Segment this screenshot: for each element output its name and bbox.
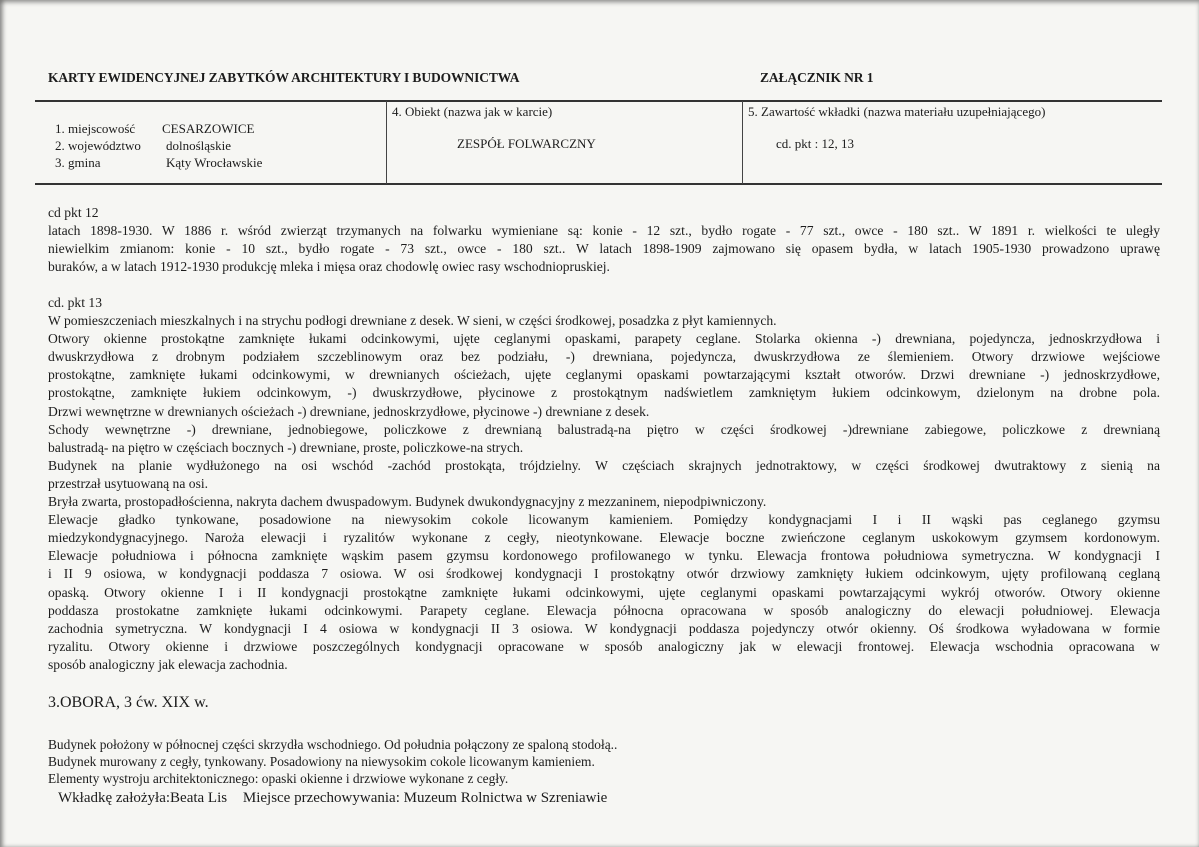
text-line: zachodnia symetryczna. W kondygnacji I 4 osiowa w kondygnacji II 3 osiowa. W kondygnacji poddasza pojedynczy otwór okienny. Oś środkowa wyładowana w formie [48, 620, 1160, 636]
text-line: Elewacje południowa i północna zamknięte wąskim pasem gzymsu kordonowego profilowanego w tynku. Elewacja frontowa południowa symetryczna. W kondygnacji I [48, 548, 1160, 564]
text-line: miedzykondygnacyjnego. Naroża elewacji i ryzalitów wykonane z cegły, nieotynkowane. Elewacje boczne zwieńczone ceglanym uskokowym gzymsem kordonowym. [48, 530, 1160, 546]
section-12 [48, 204, 1160, 276]
text-line: prostokątne, zamknięte łukiem odcinkowym, -) dwuskrzydłowe, płycinowe z prostokątnym nadświetlem zamkniętym łukiem odcinkowym, dzielonym na drobne pola. [48, 385, 1160, 401]
column-divider [386, 101, 387, 184]
section-heading: cd. pkt 13 [48, 295, 102, 310]
text-line: Bryła zwarta, prostopadłościenna, nakryta dachem dwuspadowym. Budynek dwukondygnacyjny z mezzaninem, niepodpiwniczony. [48, 494, 767, 510]
section-heading: cd pkt 12 [48, 205, 99, 220]
field-label: 1. miejscowość [55, 121, 136, 136]
text-line: ryzalitu. Otwory okienne i drzwiowe poszczególnych kondygnacji opracowane w sposób analogiczny jak w elewacji frontowej. Elewacja wschodnia opracowana w [48, 638, 1160, 654]
text-line: Budynek murowany z cegły, tynkowany. Posadowiony na niewysokim cokole licowanym kamieniem. [48, 754, 595, 769]
text-line: Budynek na planie wydłużonego na osi wschód -zachód prostokąta, trójdzielny. W częściach skrajnych jednotraktowy, w części środkowej dwutraktowy z sienią na [48, 457, 1160, 473]
voivodeship-value: dolnośląskie [166, 138, 231, 153]
text-line: Schody wewnętrzne -) drewniane, jednobiegowe, policzkowe z drewnianą balustradą-na piętro w części środkowej -)drewniane zabiegowe, policzkowe z drewnianą [48, 421, 1160, 437]
document-title: KARTY EWIDENCYJNEJ ZABYTKÓW ARCHITEKTURY I BUDOWNICTWA [48, 70, 520, 85]
locality-value: CESARZOWICE [162, 121, 255, 136]
text-line: prostokątne, zamknięte łukami odcinkowymi, w drewnianych ościeżach, ujęte ceglanymi opaskami powtarzającymi kształt otworów. Drzwi drewniane -) jednoskrzydłowe, [48, 367, 1160, 383]
object-label: 4. Obiekt (nazwa jak w karcie) [392, 104, 553, 119]
text-line: opaską. Otwory okienne I i II kondygnacji prostokątne zamknięte łukami odcinkowymi, ujęte ceglanymi opaskami powtarzającymi wykrój otworów. Otwory okienne [48, 584, 1160, 600]
text-line: i II 9 osiowa, w kondygnacji poddasza 7 osiowa. W osi środkowej kondygnacji I prostokątny otwór drzwiowy zamknięty łukiem odcinkowym, ujęty profilowaną ceglaną [48, 566, 1160, 582]
table-bottom-rule [35, 183, 1162, 185]
footer [58, 790, 607, 807]
contents-label: 5. Zawartość wkładki (nazwa materiału uzupełniającego) [748, 104, 1046, 119]
text-line: Elementy wystroju architektonicznego: opaski okienne i drzwiowe wykonane z cegły. [48, 771, 509, 786]
object-value: ZESPÓŁ FOLWARCZNY [457, 136, 596, 151]
text-line: latach 1898-1930. W 1886 r. wśród zwierząt trzymanych na folwarku wymieniane są: konie - 12 szt., bydło rogate - 77 szt., owce - 180 szt.. W 1891 r. wielkości te uległy [48, 223, 1160, 239]
text-line: dwuskrzydłowa z drobnym podziałem szczeblinowym oraz bez podziału, -) drewniana, pojedyncza, dwuskrzydłowa ze ślemieniem. Otwory drzwiowe wejściowe [48, 349, 1160, 365]
text-line: przestrzał usytuowaną na osi. [48, 475, 209, 491]
author-label: Wkładkę założyła: [58, 790, 171, 806]
annex-number: ZAŁĄCZNIK NR 1 [760, 70, 874, 85]
text-line: niewielkim zmianom: konie - 10 szt., bydło rogate - 73 szt., owce - 180 szt.. W latach 1898-1909 zajmowano się opasem bydła, w latach 1905-1930 prowadzono uprawę [48, 241, 1160, 257]
field-label: 2. województwo [55, 138, 141, 153]
text-line: balustradą- na piętro w częściach bocznych -) drewniane, proste, policzkowe-na strych. [48, 439, 524, 455]
storage-label: Miejsce przechowywania: [242, 790, 400, 806]
text-line: Budynek położony w północnej części skrzydła wschodniego. Od południa połączony ze spaloną stodołą.. [48, 737, 618, 752]
text-line: W pomieszczeniach mieszkalnych i na strychu podłogi drewniane z desek. W sieni, w części środkowej, posadzka z płyt kamiennych. [48, 313, 777, 329]
contents-value: cd. pkt : 12, 13 [776, 136, 854, 151]
text-line: poddasza prostokatne zamknięte łukami odcinkowymi. Parapety ceglane. Elewacja północna opracowana w sposób analogiczny do elewacji południowej. Elewacja [48, 602, 1160, 618]
storage-location: Muzeum Rolnictwa w Szreniawie [403, 790, 608, 806]
text-line: Otwory okienne prostokątne zamknięte łukami odcinkowymi, ujęte ceglanymi opaskami, parapety ceglane. Stolarka okienna -) drewniana, pojedyncza, jednoskrzydłowa i [48, 331, 1160, 347]
column-divider [742, 101, 743, 184]
text-line: Elewacje gładko tynkowane, posadowione na niewysokim cokole licowanym kamieniem. Pomiędzy kondygnacjami I i II wąski pas ceglanego gzymsu [48, 512, 1160, 528]
section-obora [48, 736, 1160, 787]
text-line: Drzwi wewnętrzne w drewnianych ościeżach -) drewniane, jednoskrzydłowe, płycinowe -) drewniane z desek. [48, 403, 650, 419]
commune-value: Kąty Wrocławskie [166, 155, 263, 170]
table-top-rule [35, 100, 1162, 102]
author-name: Beata Lis [170, 790, 228, 806]
field-label: 3. gmina [55, 155, 101, 170]
text-line: buraków, a w latach 1912-1930 produkcję mleka i mięsa oraz chodowlę owiec rasy wschodniopruskiej. [48, 259, 610, 275]
section-13 [48, 294, 1160, 674]
text-line: sposób analogiczny jak elewacja zachodnia. [48, 656, 288, 672]
obora-heading: 3.OBORA, 3 ćw. XIX w. [48, 694, 209, 711]
